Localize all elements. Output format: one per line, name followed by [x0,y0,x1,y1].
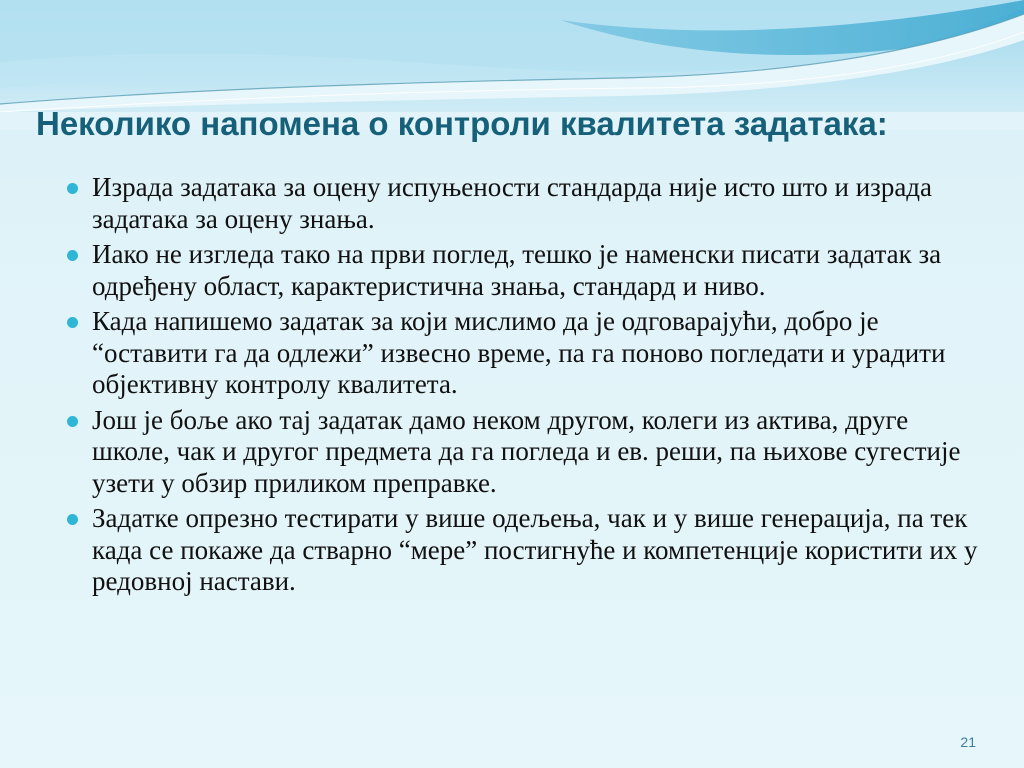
dot-bullet-icon [67,183,78,194]
bullet-list [64,172,984,602]
bullet-item [64,306,984,401]
bullet-item [64,405,984,500]
bullet-text: Када напишемо задатак за који мислимо да је одговарајући, добро је “оставити га да одлежи” извесно време, па га поново погледати и урадити објективну контролу квалитета. [92,306,946,399]
bullet-item [64,239,984,302]
bullet-text: Задатке опрезно тестирати у више одељења, чак и у више генерација, па тек када се покаже да стварно “мере” постигнуће и компетенције користити их у редовној настави. [92,503,978,596]
page-number: 21 [960,734,976,750]
dot-bullet-icon [67,317,78,328]
bullet-text: Још је боље ако тај задатак дамо неком другом, колеги из актива, друге школе, чак и другог предмета да га погледа и ев. реши, па њихове сугестије узети у обзир приликом преправке. [92,404,961,498]
bullet-text: Иако не изгледа тако на први поглед, тешко је наменски писати задатак за одређену област, карактеристична знања, стандард и ниво. [92,239,942,301]
bullet-item [64,503,984,598]
dot-bullet-icon [67,416,78,427]
bullet-text: Израда задатака за оцену испуњености стандарда није исто што и израда задатака за оцену знања. [92,172,933,234]
bullet-item [64,172,984,235]
dot-bullet-icon [67,250,78,261]
slide-title: Неколико напомена о контроли квалитета задатака: [36,105,888,142]
dot-bullet-icon [67,514,78,525]
